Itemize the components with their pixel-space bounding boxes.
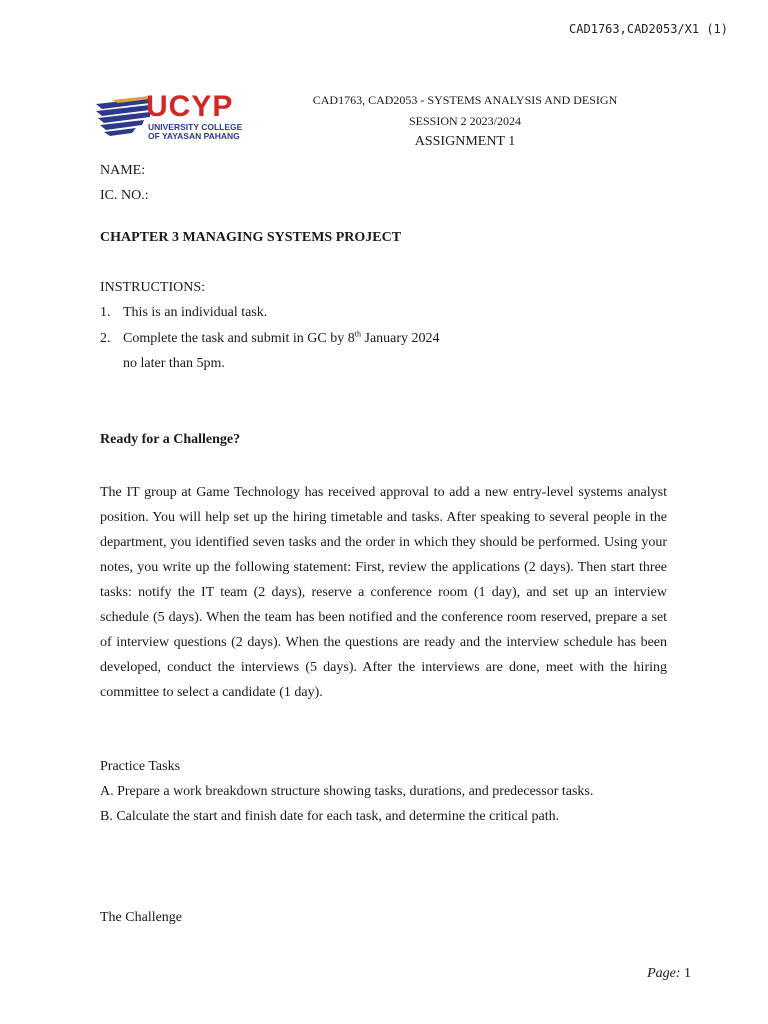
ucyp-wing-icon <box>94 94 150 142</box>
instruction-2-date: January 2024 <box>361 331 440 346</box>
name-field-label: NAME: <box>100 163 146 178</box>
instruction-item-1 <box>100 305 267 321</box>
course-title: CAD1763, CAD2053 - SYSTEMS ANALYSIS AND DESIGN <box>312 93 618 107</box>
ic-field-label: IC. NO.: <box>100 188 149 203</box>
instruction-2-text: Complete the task and submit in GC by 8 <box>123 331 355 346</box>
logo-brand: UCYP <box>146 90 234 123</box>
logo-line-1: UNIVERSITY COLLEGE <box>148 122 243 132</box>
document-code: CAD1763,CAD2053/X1 (1) <box>569 22 728 36</box>
instruction-1-number: 1. <box>100 305 111 320</box>
page-value: 1 <box>684 966 691 981</box>
page-label: Page: <box>647 966 681 981</box>
practice-task-a: A. Prepare a work breakdown structure showing tasks, durations, and predecessor tasks. <box>100 784 594 799</box>
page-number <box>647 966 691 982</box>
challenge-heading: Ready for a Challenge? <box>100 432 241 447</box>
the-challenge-heading: The Challenge <box>100 910 183 925</box>
instruction-2-continuation: no later than 5pm. <box>123 356 225 371</box>
instruction-2-number: 2. <box>100 331 111 346</box>
logo-subtitle <box>148 123 242 141</box>
assignment-label: ASSIGNMENT 1 <box>414 134 516 149</box>
logo-line-2: OF YAYASAN PAHANG <box>148 131 240 141</box>
practice-task-b: B. Calculate the start and finish date for each task, and determine the critical path. <box>100 809 560 824</box>
session-label: SESSION 2 2023/2024 <box>408 114 521 128</box>
scenario-paragraph: The IT group at Game Technology has received approval to add a new entry-level systems analyst position. You will help set up the hiring timetable and tasks. After speaking to several people in the department, you identified seven tasks and the order in which they should be performed. Using your notes, you write up the following statement: First, review the applications (2 days). Then start three tasks: notify the IT team (2 days), reserve a conference room (1 day), and set up an interview schedule (5 days). When the team has been notified and the conference room reserved, prepare a set of interview questions (2 days). When the questions are ready and the interview schedule has been developed, conduct the interviews (5 days). After the interviews are done, meet with the hiring committee to select a candidate (1 day). <box>100 485 667 700</box>
ucyp-logo <box>94 90 254 142</box>
instruction-1-text: This is an individual task. <box>123 305 268 320</box>
instruction-item-2 <box>100 331 440 347</box>
chapter-title: CHAPTER 3 MANAGING SYSTEMS PROJECT <box>100 230 402 245</box>
instructions-heading: INSTRUCTIONS: <box>100 280 206 295</box>
instruction-2-superscript: th <box>354 329 361 339</box>
practice-tasks-heading: Practice Tasks <box>100 759 181 774</box>
